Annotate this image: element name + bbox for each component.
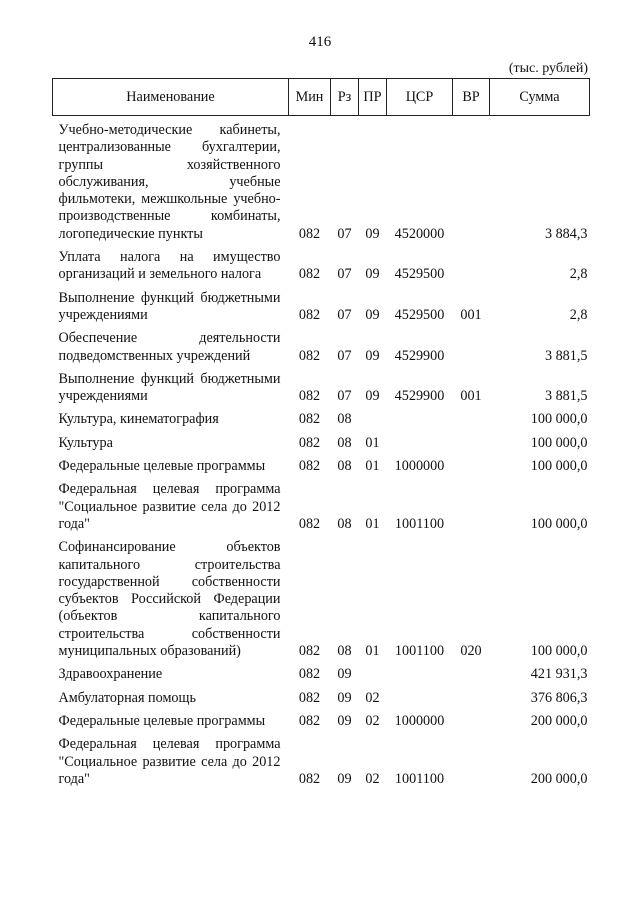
cell-rz: 07 [337,266,352,283]
cell-vr [453,481,490,539]
cell-name-text: Здравоохранение [58,666,163,683]
cell-pr: 01 [365,458,380,475]
cell-rz: 07 [337,225,352,242]
table-row [53,435,590,458]
table-body [53,116,590,795]
table-row [53,539,590,666]
cell-sum: 200 000,0 [530,770,588,787]
cell-min: 082 [298,266,321,283]
cell-min: 082 [298,458,321,475]
cell-min: 082 [298,689,321,706]
cell-name-text: Уплата налога на имущество организаций и земельного налога [58,249,281,283]
cell-pr [359,666,387,689]
cell-csr: 1001100 [394,643,445,660]
header-name: Наименование [53,79,289,116]
cell-name [53,290,289,331]
table-row [53,736,590,794]
cell-min: 082 [298,666,321,683]
cell-name-text: Федеральные целевые программы [58,458,266,475]
cell-pr: 01 [365,643,380,660]
cell-csr: 4529900 [394,347,445,364]
cell-rz: 08 [337,515,352,532]
cell-sum: 2,8 [569,266,588,283]
header-rz: Рз [331,79,359,116]
header-min: Мин [289,79,331,116]
cell-rz: 08 [337,643,352,660]
cell-name-text: Федеральная целевая программа "Социальное развитие села до 2012 года" [58,481,281,532]
cell-vr [453,116,490,250]
cell-name [53,458,289,481]
cell-name-text: Культура [58,434,113,451]
cell-name [53,330,289,371]
header-pr: ПР [359,79,387,116]
table-row [53,666,590,689]
cell-sum: 3 881,5 [544,347,588,364]
cell-rz: 09 [337,712,352,729]
cell-name [53,435,289,458]
cell-name [53,249,289,290]
cell-min: 082 [298,434,321,451]
cell-csr: 4529500 [394,306,445,323]
cell-name [53,690,289,713]
table-row [53,249,590,290]
cell-csr: 4529500 [394,266,445,283]
cell-sum: 100 000,0 [530,434,588,451]
cell-pr: 09 [365,266,380,283]
cell-csr [387,435,453,458]
header-sum: Сумма [490,79,590,116]
cell-name [53,539,289,666]
cell-vr [453,330,490,371]
cell-name-text: Софинансирование объектов капитального строительства государственной собственности субъектов Российской Федерации (объектов капитального строительства собственности муниципальных образований) [58,539,281,660]
table-row [53,481,590,539]
cell-name [53,371,289,412]
cell-sum: 200 000,0 [530,712,588,729]
page-number: 416 [308,34,332,50]
cell-sum: 2,8 [569,306,588,323]
cell-name-text: Федеральная целевая программа "Социальное развитие села до 2012 года" [58,736,281,787]
cell-rz: 08 [337,411,352,428]
cell-vr [453,736,490,794]
cell-vr [453,411,490,434]
table-header-row [53,79,590,116]
cell-min: 082 [298,347,321,364]
table-row [53,290,590,331]
cell-name-text: Обеспечение деятельности подведомственных учреждений [58,330,281,364]
table-row [53,458,590,481]
cell-csr: 1000000 [394,712,445,729]
cell-vr: 001 [460,306,482,323]
cell-sum: 100 000,0 [530,458,588,475]
cell-pr: 01 [365,434,380,451]
cell-name-text: Учебно-методические кабинеты, централизованные бухгалтерии, группы хозяйственного обслуживания, учебные фильмотеки, межшкольные учебно-производственные комбинаты, логопедические пункты [58,122,281,242]
cell-pr: 09 [365,225,380,242]
cell-sum: 100 000,0 [530,515,588,532]
cell-name [53,736,289,794]
cell-csr: 1001100 [394,770,445,787]
cell-name-text: Федеральные целевые программы [58,712,266,729]
cell-rz: 07 [337,388,352,405]
cell-csr [387,411,453,434]
cell-name [53,713,289,736]
cell-vr: 020 [460,643,482,660]
cell-pr: 09 [365,306,380,323]
cell-min: 082 [298,770,321,787]
cell-csr [387,690,453,713]
cell-name-text: Выполнение функций бюджетными учреждениями [58,289,281,323]
cell-csr [387,666,453,689]
cell-pr: 02 [365,770,380,787]
header-vr: ВР [453,79,490,116]
cell-pr: 02 [365,689,380,706]
cell-rz: 08 [337,434,352,451]
header-csr: ЦСР [387,79,453,116]
cell-vr [453,435,490,458]
cell-vr: 001 [460,388,482,405]
cell-vr [453,249,490,290]
table-row [53,330,590,371]
cell-pr: 01 [365,515,380,532]
cell-sum: 3 884,3 [544,225,588,242]
cell-vr [453,666,490,689]
cell-csr: 1001100 [394,515,445,532]
cell-rz: 09 [337,666,352,683]
cell-name-text: Выполнение функций бюджетными учреждениями [58,370,281,405]
cell-csr: 4529900 [394,388,445,405]
cell-name [53,116,289,250]
cell-vr [453,690,490,713]
cell-name [53,481,289,539]
cell-pr: 02 [365,712,380,729]
cell-rz: 09 [337,770,352,787]
cell-sum: 376 806,3 [530,689,588,706]
cell-name [53,411,289,434]
cell-rz: 08 [337,458,352,475]
cell-pr: 09 [365,347,380,364]
cell-rz: 07 [337,347,352,364]
units-label: (тыс. рублей) [508,61,588,76]
table-row [53,690,590,713]
cell-sum: 100 000,0 [530,643,588,660]
cell-csr: 1000000 [394,458,445,475]
table-row [53,411,590,434]
cell-min: 082 [298,225,321,242]
cell-rz: 09 [337,689,352,706]
cell-min: 082 [298,411,321,428]
cell-min: 082 [298,643,321,660]
table-row [53,371,590,412]
cell-rz: 07 [337,306,352,323]
cell-min: 082 [298,388,321,405]
cell-min: 082 [298,515,321,532]
cell-csr: 4520000 [394,225,445,242]
cell-vr [453,458,490,481]
cell-sum: 100 000,0 [530,411,588,428]
cell-pr [359,411,387,434]
cell-name [53,666,289,689]
table-row [53,116,590,250]
cell-name-text: Культура, кинематография [58,411,219,428]
cell-sum: 421 931,3 [530,666,588,683]
cell-min: 082 [298,712,321,729]
table-row [53,713,590,736]
cell-min: 082 [298,306,321,323]
cell-name-text: Амбулаторная помощь [58,689,196,706]
cell-vr [453,713,490,736]
budget-table [52,78,590,794]
cell-pr: 09 [365,388,380,405]
cell-sum: 3 881,5 [544,388,588,405]
